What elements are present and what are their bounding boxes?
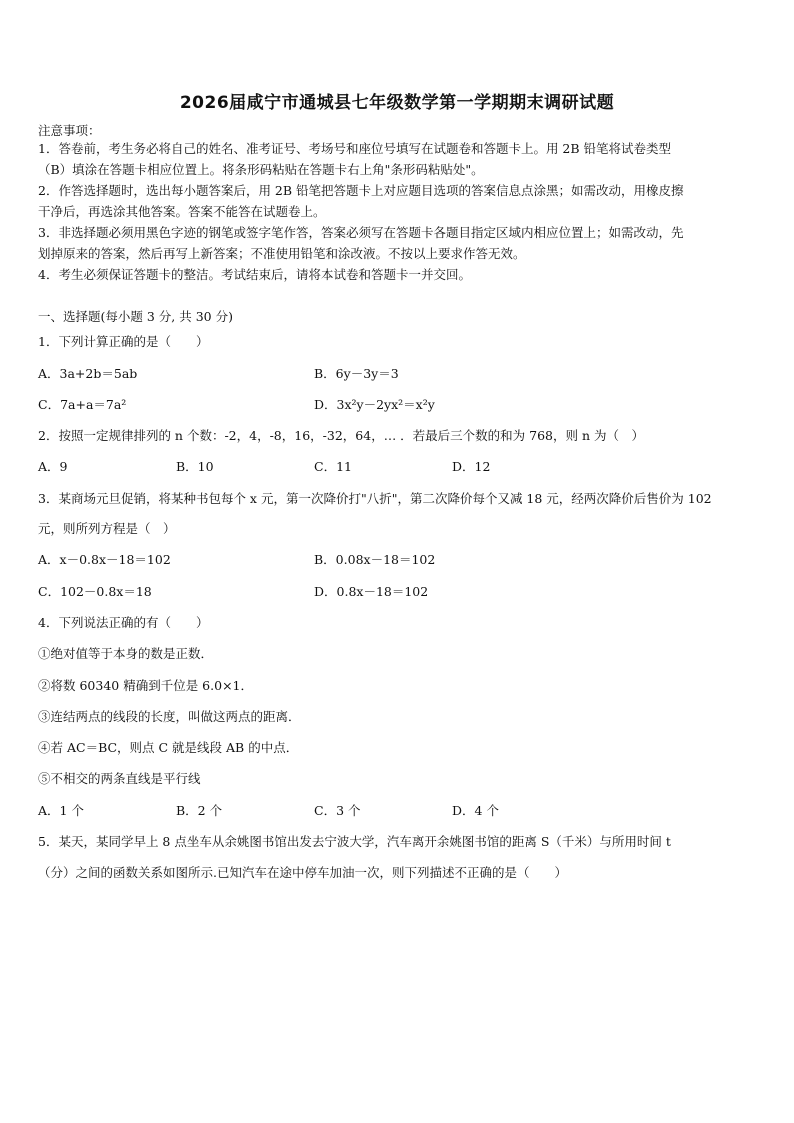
q2-option-a: A．9 <box>38 459 68 474</box>
q4-statement-4: ④若 AC＝BC，则点 C 就是线段 AB 的中点． <box>38 740 299 755</box>
q1-option-b: B．6y－3y＝3 <box>314 366 399 381</box>
q1-stem: 1．下列计算正确的是（ ） <box>38 334 209 349</box>
q4-option-c: C．3 个 <box>314 803 361 818</box>
q3-stem-line-1: 3．某商场元旦促销，将某种书包每个 x 元，第一次降价打"八折"，第二次降价每个又减 18 元，经两次降价后售价为 102 <box>38 491 712 506</box>
q1-option-d: D．3x²y－2yx²＝x²y <box>314 397 435 412</box>
q3-option-a: A．x－0.8x－18＝102 <box>38 552 171 567</box>
exam-title: 2026届咸宁市通城县七年级数学第一学期期末调研试题 <box>179 93 615 113</box>
q3-option-c: C．102－0.8x＝18 <box>38 584 152 599</box>
notice-line-2: （B）填涂在答题卡相应位置上。将条形码粘贴在答题卡右上角"条形码粘贴处"。 <box>38 162 484 177</box>
notice-line-1: 1．答卷前，考生务必将自己的姓名、准考证号、考场号和座位号填写在试题卷和答题卡上。用 2B 铅笔将试卷类型 <box>38 141 672 156</box>
q4-option-b: B．2 个 <box>176 803 223 818</box>
q2-option-b: B．10 <box>176 459 214 474</box>
notice-line-4: 干净后，再选涂其他答案。答案不能答在试题卷上。 <box>38 204 326 219</box>
q3-stem-line-2: 元，则所列方程是（ ） <box>38 521 176 536</box>
q1-option-a: A．3a+2b＝5ab <box>38 366 138 381</box>
notice-line-6: 划掉原来的答案，然后再写上新答案；不准使用铅笔和涂改液。不按以上要求作答无效。 <box>38 246 526 261</box>
q4-option-d: D．4 个 <box>452 803 499 818</box>
q2-option-d: D．12 <box>452 459 491 474</box>
q4-statement-2: ②将数 60340 精确到千位是 6.0×1． <box>38 678 253 693</box>
q2-stem: 2．按照一定规律排列的 n 个数：-2，4，-8，16，-32，64，… ．若最后三个数的和为 768，则 n 为（ ） <box>38 428 645 443</box>
q3-option-b: B．0.08x－18＝102 <box>314 552 436 567</box>
notice-heading: 注意事项： <box>38 123 101 138</box>
notice-line-3: 2．作答选择题时，选出每小题答案后，用 2B 铅笔把答题卡上对应题目选项的答案信息点涂黑；如需改动，用橡皮擦 <box>38 183 684 198</box>
notice-line-7: 4．考生必须保证答题卡的整洁。考试结束后，请将本试卷和答题卡一并交回。 <box>38 267 471 282</box>
q4-statement-3: ③连结两点的线段的长度，叫做这两点的距离． <box>38 709 301 724</box>
q4-stem: 4．下列说法正确的有（ ） <box>38 615 209 630</box>
q3-option-d: D．0.8x－18＝102 <box>314 584 429 599</box>
q5-stem-line-2: （分）之间的函数关系如图所示.已知汽车在途中停车加油一次，则下列描述不正确的是（ ） <box>38 865 567 880</box>
q4-statement-1: ①绝对值等于本身的数是正数． <box>38 646 214 661</box>
q1-option-c: C．7a+a＝7a² <box>38 397 127 412</box>
q4-statement-5: ⑤不相交的两条直线是平行线 <box>38 771 201 786</box>
q5-stem-line-1: 5．某天，某同学早上 8 点坐车从余姚图书馆出发去宁波大学，汽车离开余姚图书馆的距离 S（千米）与所用时间 t <box>38 834 671 849</box>
q2-option-c: C．11 <box>314 459 352 474</box>
notice-line-5: 3．非选择题必须用黑色字迹的钢笔或签字笔作答，答案必须写在答题卡各题目指定区域内相应位置上；如需改动，先 <box>38 225 684 240</box>
section-heading: 一、选择题(每小题 3 分, 共 30 分) <box>38 309 233 324</box>
q4-option-a: A．1 个 <box>38 803 84 818</box>
